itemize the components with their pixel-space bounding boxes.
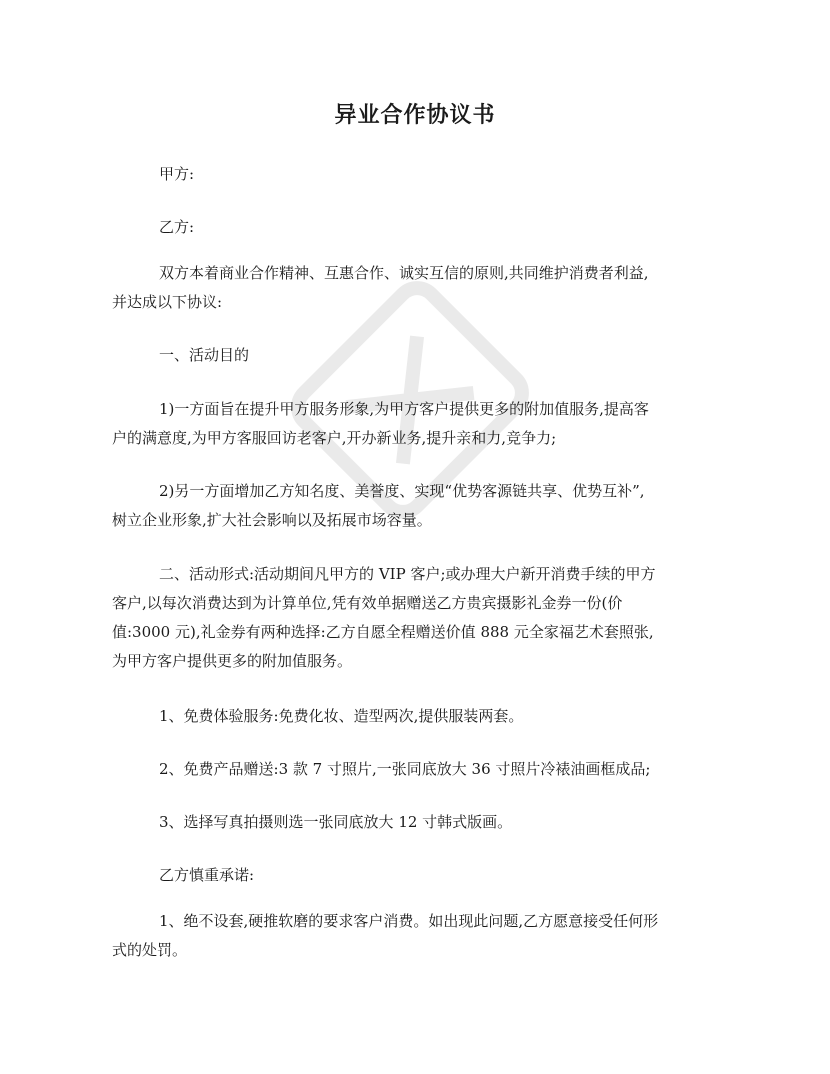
document-title: 异业合作协议书 [334,103,496,128]
section2-line-4: 为甲方客户提供更多的附加值服务。 [112,652,353,670]
party-b-line: 乙方: [159,218,195,236]
intro-line-2: 并达成以下协议: [112,293,223,311]
promise1-line-1: 1、绝不设套,硬推软磨的要求客户消费。如出现此问题,乙方愿意接受任何形 [159,912,659,930]
section2-line-3: 值:3000 元),礼金券有两种选择:乙方自愿全程赠送价值 888 元全家福艺术套照张, [112,623,654,641]
intro-line-1: 双方本着商业合作精神、互惠合作、诚实互信的原则,共同维护消费者利益, [159,264,649,282]
section1-item2-line-2: 树立企业形象,扩大社会影响以及拓展市场容量。 [112,511,432,529]
benefit-1: 1、免费体验服务:免费化妆、造型两次,提供服装两套。 [159,707,524,725]
benefit-3: 3、选择写真拍摄则选一张同底放大 12 寸韩式版画。 [159,813,513,831]
section2-line-2: 客户,以每次消费达到为计算单位,凭有效单据赠送乙方贵宾摄影礼金券一份(价 [112,594,623,612]
benefit-2: 2、免费产品赠送:3 款 7 寸照片,一张同底放大 36 寸照片冷裱油画框成品; [159,760,651,778]
party-a-line: 甲方: [159,165,195,183]
section1-item2-line-1: 2)另一方面增加乙方知名度、美誉度、实现“优势客源链共享、优势互补”, [159,482,645,500]
section1-item1 [112,395,712,453]
section1-item1-line-2: 户的满意度,为甲方客服回访老客户,开办新业务,提升亲和力,竞争力; [112,429,557,447]
section2-line-1: 二、活动形式:活动期间凡甲方的 VIP 客户;或办理大户新开消费手续的甲方 [159,565,656,583]
section2-paragraph [112,560,712,676]
section1-item2 [112,477,712,535]
intro-paragraph [112,259,712,317]
promise-heading: 乙方慎重承诺: [159,866,255,884]
section1-heading: 一、活动目的 [159,346,250,364]
promise1-line-2: 式的处罚。 [112,941,188,959]
section1-item1-line-1: 1)一方面旨在提升甲方服务形象,为甲方客户提供更多的附加值服务,提高客 [159,400,649,418]
promise-1 [112,907,712,965]
